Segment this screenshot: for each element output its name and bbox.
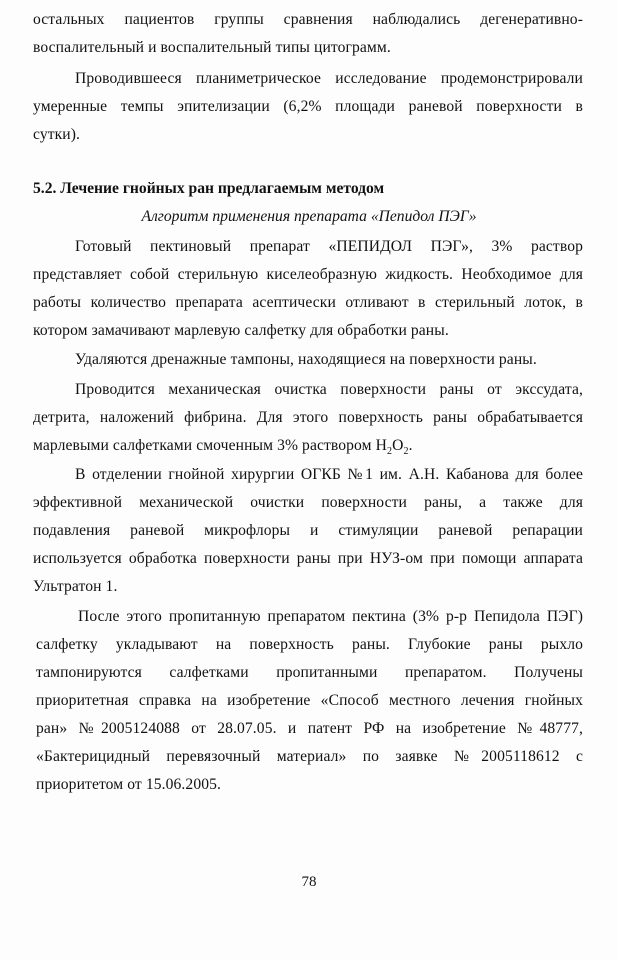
paragraph-3 (33, 233, 583, 345)
section-subheading: Алгоритм применения препарата «Пепидол ПЭГ» (141, 208, 477, 225)
text-line: сутки). (33, 126, 81, 143)
subscript: 2 (387, 446, 393, 458)
paragraph-6 (33, 461, 583, 601)
text-line: детрита, наложений фибрина. Для этого поверхность раны обрабатывается (33, 409, 583, 426)
text-line: После этого пропитанную препаратом пектина (3% р-р Пепидола ПЭГ) (78, 608, 583, 625)
text-line: остальных пациентов группы сравнения наблюдались дегенеративно- (33, 11, 583, 28)
text-fragment: . (408, 437, 413, 454)
subscript: 2 (403, 446, 409, 458)
text-line: «Бактерицидный перевязочный материал» по заявке №2005118612 с (36, 748, 583, 765)
text-line: представляет собой стерильную киселеобразную жидкость. Необходимое для (33, 266, 583, 283)
paragraph-1 (33, 6, 583, 62)
page-number: 78 (301, 874, 317, 890)
text-line: воспалительный и воспалительный типы цитограмм. (33, 39, 391, 56)
text-line: котором замачивают марлевую салфетку для обработки раны. (33, 322, 449, 339)
text-line: Проводится механическая очистка поверхности раны от экссудата, (75, 381, 583, 398)
text-line: Проводившееся планиметрическое исследование продемонстрировали (75, 70, 583, 87)
text-line: используется обработка поверхности раны при НУЗ-ом при помощи аппарата (33, 550, 583, 567)
text-line: подавления раневой микрофлоры и стимуляции раневой репарации (33, 522, 583, 539)
text-line: В отделении гнойной хирургии ОГКБ №1 им. А.Н. Кабанова для более (75, 466, 583, 483)
text-line: Ультратон 1. (33, 578, 118, 595)
paragraph-2 (33, 65, 583, 149)
section-heading: 5.2. Лечение гнойных ран предлагаемым методом (33, 180, 385, 197)
text-line (33, 432, 583, 460)
paragraph-7 (36, 603, 583, 799)
text-line: тампонируются салфетками пропитанными препаратом. Получены (36, 664, 583, 681)
text-line: ран» №2005124088 от 28.07.05. и патент РФ на изобретение №48777, (36, 720, 583, 737)
text-line: приоритетом от 15.06.2005. (36, 776, 222, 793)
text-line: эффективной механической очистки поверхности раны, а также для (33, 494, 583, 511)
paragraph-4 (33, 346, 583, 374)
text-fragment: марлевыми салфетками смоченным 3% раствором H (33, 437, 387, 454)
text-line: работы количество препарата асептически отливают в стерильный лоток, в (33, 294, 583, 311)
text-line: Удаляются дренажные тампоны, находящиеся на поверхности раны. (75, 351, 537, 368)
text-fragment: O (392, 437, 404, 454)
text-line: салфетку укладывают на поверхность раны. Глубокие раны рыхло (36, 636, 583, 653)
text-line: приоритетная справка на изобретение «Способ местного лечения гнойных (36, 692, 583, 709)
text-line: умеренные темпы эпителизации (6,2% площади раневой поверхности в (33, 98, 583, 115)
paragraph-5 (33, 376, 583, 460)
text-line: Готовый пектиновый препарат «ПЕПИДОЛ ПЭГ», 3% раствор (75, 238, 583, 255)
